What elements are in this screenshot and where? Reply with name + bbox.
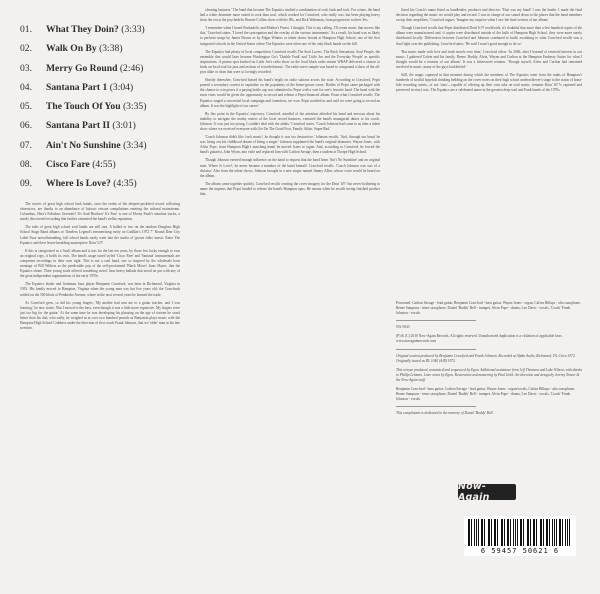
track-title: Merry Go Round [46, 62, 118, 74]
credits-paragraph: Benjamin Crawford - bass guitar, Carlton Savage - lead guitar, Wayne Jones - organ/vocals, Calvin Billups - alto saxophone, Renee Sampson - tenor saxophone, Daniel 'Buddy' Bell - trumpet, Alvin Pope - drums, Leo Davis - vocals, 'Coach' Frank Johnson - vocals. [396, 387, 575, 402]
track-duration: (4:55) [92, 159, 116, 171]
track-title: Santana Part II [46, 120, 110, 132]
track-title: What They Doin? [46, 24, 119, 35]
credits-paragraph: This reissue produced, annotated and sequenced by Egon. Additional assistance from Jeff Thomson and Luke Wilson, with thanks to Phillip Lehman. Liner notes by Egon. Restoration and mastering by Paul Gold. Art direction and design by Jeremy Tensor & the Now-Again staff. [396, 367, 582, 382]
track-duration: (3:33) [121, 24, 145, 35]
track-duration: (3:38) [99, 43, 123, 55]
track-number: 06. [20, 120, 32, 132]
track-number: 01. [20, 24, 32, 35]
liner-notes-paragraph: 'Coach Johnson didn't like 'rock music'; he thought it was too destructive,' Johnson recalls. 'And, through our band, he was living out his childhood dream of being a singer.' Johnson supplanted the band's original drummer, Wayne Jones, with Alvin Pope, from Hampton High's marching band; he moved Jones to organ. And, according to Crawford, he forced the band's guitarist, John Wynn, into exile and replaced him with Carlton Savage, then a student at Thorpe High School. [200, 135, 380, 155]
track-duration: (2:46) [119, 62, 144, 74]
credits-paragraph: This compilation is dedicated to the memory of Daniel 'Buddy' Bell. [396, 411, 494, 416]
track-row [20, 39, 190, 58]
track-duration: (4:35) [113, 178, 137, 190]
track-number: 02. [20, 43, 32, 55]
track-duration: (3:34) [123, 139, 147, 151]
liner-notes-column-2 [200, 8, 380, 578]
track-row [20, 136, 190, 155]
liner-notes-paragraph: Though Crawford recalls that Pepsi distributed Doin' It!!! worldwide, it's doubtful that more than a few hundred copies of the album were manufactured and, if copies were distributed outside of the halls of Hampton High School, they were more surely distributed locally. Differences between Crawford and Johnson continued to build, escalating to what Crawford recalls was a final fight over the publishing. Crawford states. 'He said I wasn't good enough to do so.' [396, 26, 582, 46]
liner-notes-paragraph: The stories of great high school funk bands, once the realm of the deepest-pocketed record collecting obsessives, are thanks to an abundance of historic reissue compilations entering the cultural mainstream. Columbus, Ohio's Fabulous Greenies? It's Soul Brothers' It's Fun! is one of Ebony Funk's standout tracks, a sturdy discovered recording that further cemented the band's stellar reputation. [20, 202, 180, 222]
track-duration: (3:35) [122, 101, 147, 113]
credits-paragraph: (P) & (C) 2010 Now-Again Records. All rights reserved. Unauthorized duplication is a violation of applicable laws. www.nowagainrecords.com [396, 334, 563, 344]
liner-notes-paragraph: Shortly thereafter, Crawford biased his band's bright on radio stations across the state. According to Crawford, Pepsi poured a secondary contest to capitalize on the popularity of the home-grown scene. Bottles of Pepsi came packaged with the chance to win prizes if a paying bottle cap was submitted to Pepsi with a vote for one's favorite band. The band with the most votes would be given the opportunity to record and release a Pepsi-financed album. From what Crawford recalls, The Equatics waged a successful local campaign and 'somehow, we won. Pepsi notified us and said we were going to record an album. It was the highlight of our career.' [200, 78, 380, 108]
liner-notes-paragraph: listed his Coach's name listed as bandleader, producer and director. 'That was my band! I was the leader. I made the final decision regarding the music we would play and record. I was in charge of our sound down to the places that the band members on top their amplifiers,' Crawford argues. 'Imagine my surprise when I saw the final version of our album.' [396, 8, 582, 23]
tracklist [20, 20, 190, 194]
liner-notes-paragraph: The Equatics had plenty of local competition. Crawford recalls The Soul Lovers, The Rock Sensations, Soul People, the ensemble that would later become Washington Go's 'Double Funk' and 'Little Joe and the Everyday People' as specific inspirations. A promo spot booked on Little Joe's radio show on the local black radio station WRAP delivered a chance to book on local soul for jazz and an hour of recorded music. The radio-wave sample was based to compound a show of the all-pros alike or chart that were so lovingly recorded. [200, 49, 380, 75]
track-row [20, 97, 190, 116]
liner-notes-paragraph: Though Johnson exerted enough influence on the band to request that the band learn 'Ain't No Sunshine' and an original tune, Where Is Love?, he never became a member of the band himself. Crawford recalls. 'Coach Johnson was sort of a dictator.' Also from the talent shows, Johnson brought in a new singer named Jimmy Allen, whose voice would be heard on the album. [200, 158, 380, 178]
track-duration: (3:01) [112, 120, 136, 132]
track-number: 03. [20, 62, 32, 74]
logo-text: Now-Again [458, 481, 490, 503]
track-title: The Touch Of You [46, 101, 121, 113]
credits-divider [396, 406, 476, 407]
liner-notes-paragraph: 'I remember when I heard Funkadelic and Mother's Finest. I thought, This is my calling. I'll create music that moves like this,' Crawford states. 'I loved the syncopation and the overlay of the various instruments.' As a result, his band was as likely to perform songs by James Brown as by Edgar Winters or talent shows hosted at Hampton High School, one of the first integrated schools in the United States where The Equatics were often one of the only black bands on the bill. [200, 26, 380, 46]
liner-notes-paragraph: As Crawford grew, so did his young fingers. 'My mother had sent me to a guitar teacher, and I was learning,' he now states. 'But I moved to the bass, even though it was a little more expensive. My fingers were just too big for the guitar.' At the same time he was developing his phrasing on the age of sixteen he stood better than his dad, who sadly, he weighed in at over two hundred pounds as Benjamin plays music with the Hampton High School Crabbers under the direction of first coach Frank Johnson, that we 'older' man in his late twenties. [20, 300, 180, 331]
liner-notes-paragraph: By this point in the Equatics' trajectory, Crawford, mindful of the attention afforded his band and nervous about his inability to navigate the murky waters of the local record business, ventured the band's managerial duties to his coach, Johnson. 'It was just too young, I couldn't deal with the adults,' Crawford states. 'Coach Johnson had come to us after a talent show where we received everyone with Get On The Good Foot, Family Affair, Super Bad.' [200, 111, 380, 131]
track-row [20, 78, 190, 97]
track-row [20, 174, 190, 193]
liner-notes-paragraph: The album came together quickly, Crawford recalls creating the cover imagery for the Doin' It!!! but never bothering to name the impetus that Pepsi funded to release the band's Hampton opus. He smarts when he recalls seeing finished product that. [200, 181, 380, 196]
barcode [464, 516, 576, 556]
track-title: Walk On By [46, 43, 97, 55]
track-row [20, 116, 190, 135]
liner-notes-paragraph: The tales of great high school soul bands are still rare. A ballad or two on the random Douglass High School Stage Band albums or Timeless Legend's mesmerizing rarity on Cadillac's 1972 7" Round Dear City Label Fuzz notwithstanding, full school bands rarely went into the studio of 'grown folks' music. Enter The Equatics and their lesser-heralding masterpiece Doin' It!!! [20, 225, 180, 245]
credits-divider [396, 320, 476, 321]
track-title: Where Is Love? [46, 178, 111, 190]
track-title: Ain't No Sunshine [46, 139, 121, 151]
credits-paragraph: NA-5043 [396, 325, 410, 330]
barcode-number: 6 59457 50621 6 [480, 547, 560, 555]
track-title: Santana Part 1 [46, 81, 108, 93]
track-number: 08. [20, 159, 32, 171]
liner-notes-paragraph: Still, the magic captured in that moment during which the members of The Equatics went from the ranks of Hampton's hundreds of soulful hopefuls thinking bedding on the cover notes on their high school underachiever's stage to the status of bona-fide recording artists—if not 'stars'—capable of offering up their own take on soul music, remains Doin' It!!!'s captured and preserved in vinyl wax. The Equatics are a celebrated name in the greatest deep soul and Funk bands of the 1970s. [396, 73, 582, 93]
liner-notes-paragraph: 'But music made with love and truth travels over time,' Crawford offers. 'In 2006, after I learned of renewed interest in our music, I gathered Calvin and his family, Renee, Buddy, Alvin, Wayne and Carlton at the Hampton Embassy Suites for what I thought would be a reunion of our album.' It was a bittersweet reunion. 'Though myself, Alvin and Carlton had remained involved in music, many of the guys had drifted.' [396, 49, 582, 69]
track-row [20, 59, 190, 78]
track-title: Cisco Fare [46, 159, 90, 171]
liner-notes-column-1 [20, 202, 180, 577]
credits-block [396, 301, 582, 420]
track-row [20, 155, 190, 174]
credits-divider [396, 349, 476, 350]
track-number: 07. [20, 139, 32, 151]
track-number: 05. [20, 101, 32, 113]
track-number: 09. [20, 178, 32, 190]
credits-paragraph: Personnel: Carlton Savage - lead guitar, Benjamin Crawford - bass guitar, Wayne Jones - organ, Calvin Billups - alto saxophone, Renee Sampson - tenor saxophone, Daniel 'Buddy' Bell - trumpet, Alvin Pope - drums, Leo Davis - vocals, 'Coach' Frank Johnson - vocals. [396, 301, 581, 316]
credits-paragraph: Original session produced by Benjamin Crawford and Frank Johnson. Recorded at Alpha Audio, Richmond, VA, Circa 1972. Originally issued as RL 1040 (A/B) 1972. [396, 353, 576, 363]
liner-notes-paragraph: If this is categorized as a 'funk' album and it was for the last ten years, by those few lucky enough to own an original copy, it holds its own. The band's usage tuned styled 'Cisco Fare' and 'Santana' instrumentals are competent recordings in their own right. This is not a soul band, one so inspired by the wholesale horn montage of Bill Withers as the predictable pop of the self-proclaimed 'Black Moses' Isaac Hayes, that the Equatics shone. Their young souls offered something novel, hear heavy ballads that stood on par with any of the great independent organizations of the early 1970s. [20, 248, 180, 279]
barcode-bars [468, 519, 572, 546]
track-duration: (3:04) [109, 81, 134, 93]
now-again-logo [458, 481, 516, 503]
liner-notes-paragraph: The Equatics leader and frontman, bass player Benjamin Crawford, was born in Richmond, Virginia in 1953. His family moved to Hampton, Virginia when the young man was but five years old; the Crawfords settled on the 500 block of Pembroke Avenue, where in the next several years he learned the trade. [20, 282, 180, 297]
liner-notes-column-3 [396, 8, 582, 294]
track-number: 04. [20, 81, 32, 93]
liner-notes-paragraph: cleaning business.' The band that became The Equatics studied a combination of soul, funk and rock. For a time, the band had a white drummer more suited to rock than soul, which worked for Crawford, who really was, but been playing heavy from the era at the psychedelic Bonnie Collins show with the JBs, and Rick Wakeman, from progressive rockers Yes. [200, 8, 380, 23]
track-row [20, 20, 190, 39]
